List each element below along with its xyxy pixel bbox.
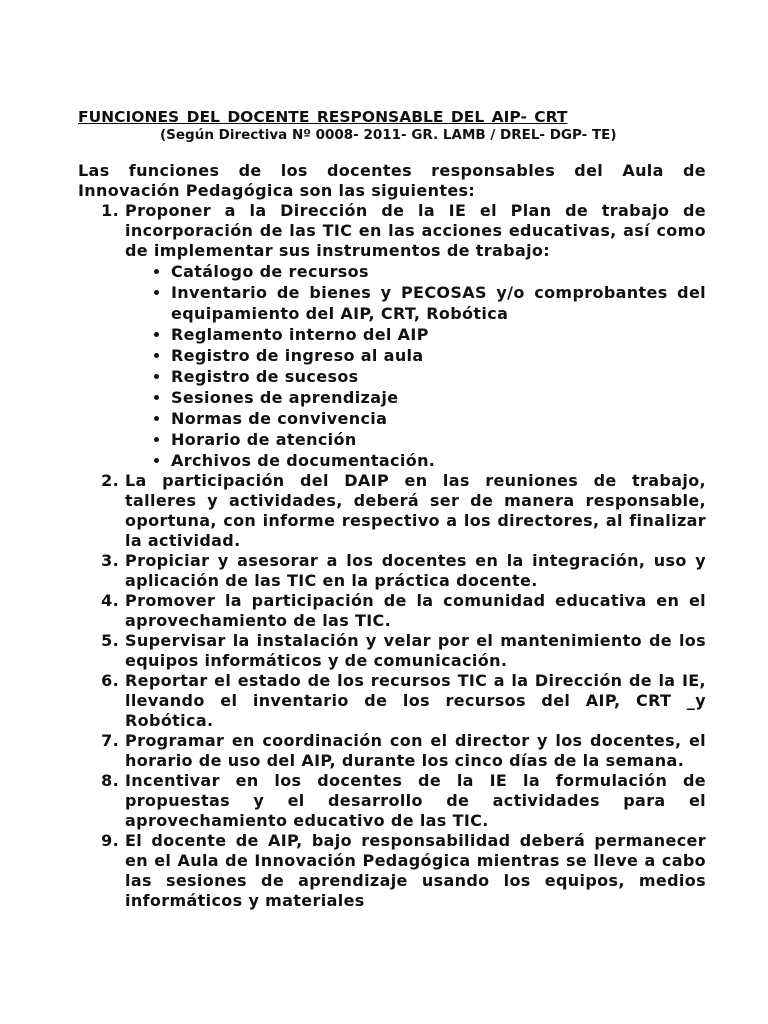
function-item-5: 5. Supervisar la instalación y velar por el mantenimiento de los equipos informáticos y de comunicación. [125, 631, 706, 671]
function-item-2: 2. La participación del DAIP en las reuniones de trabajo, talleres y actividades, deberá ser de manera responsable, oportuna, con informe respectivo a los directores, al finalizar la actividad. [125, 471, 706, 551]
function-item-text: Proponer a la Dirección de la IE el Plan de trabajo de incorporación de las TIC en las acciones educativas, así como de implementar sus instrumentos de trabajo: [125, 201, 706, 260]
resource-item: • Normas de convivencia [171, 408, 706, 429]
resource-item: • Archivos de documentación. [171, 450, 706, 471]
resources-list [125, 261, 706, 471]
resource-item: • Registro de ingreso al aula [171, 345, 706, 366]
resource-item: • Inventario de bienes y PECOSAS y/o comprobantes del equipamiento del AIP, CRT, Robótica [171, 282, 706, 324]
document-page [78, 108, 706, 911]
document-title: FUNCIONES DEL DOCENTE RESPONSABLE DEL AIP- CRT [78, 108, 568, 126]
document-subtitle: (Según Directiva Nº 0008- 2011- GR. LAMB / DREL- DGP- TE) [160, 127, 617, 143]
resource-item: • Horario de atención [171, 429, 706, 450]
resource-item: • Sesiones de aprendizaje [171, 387, 706, 408]
functions-list [78, 201, 706, 911]
function-item-3: 3. Propiciar y asesorar a los docentes en la integración, uso y aplicación de las TIC en la práctica docente. [125, 551, 706, 591]
function-item-1 [125, 201, 706, 471]
function-item-9: 9. El docente de AIP, bajo responsabilidad deberá permanecer en el Aula de Innovación Pedagógica mientras se lleve a cabo las sesiones de aprendizaje usando los equipos, medios informáticos y materiales [125, 831, 706, 911]
resource-item: • Catálogo de recursos [171, 261, 706, 282]
intro-paragraph: Las funciones de los docentes responsables del Aula de Innovación Pedagógica son las siguientes: [78, 161, 706, 200]
resource-item: • Registro de sucesos [171, 366, 706, 387]
function-item-8: 8. Incentivar en los docentes de la IE la formulación de propuestas y el desarrollo de actividades para el aprovechamiento educativo de las TIC. [125, 771, 706, 831]
resource-item: • Reglamento interno del AIP [171, 324, 706, 345]
function-item-7: 7. Programar en coordinación con el director y los docentes, el horario de uso del AIP, durante los cinco días de la semana. [125, 731, 706, 771]
function-item-6: 6. Reportar el estado de los recursos TIC a la Dirección de la IE, llevando el inventario de los recursos del AIP, CRT _y Robótica. [125, 671, 706, 731]
function-item-4: 4. Promover la participación de la comunidad educativa en el aprovechamiento de las TIC. [125, 591, 706, 631]
